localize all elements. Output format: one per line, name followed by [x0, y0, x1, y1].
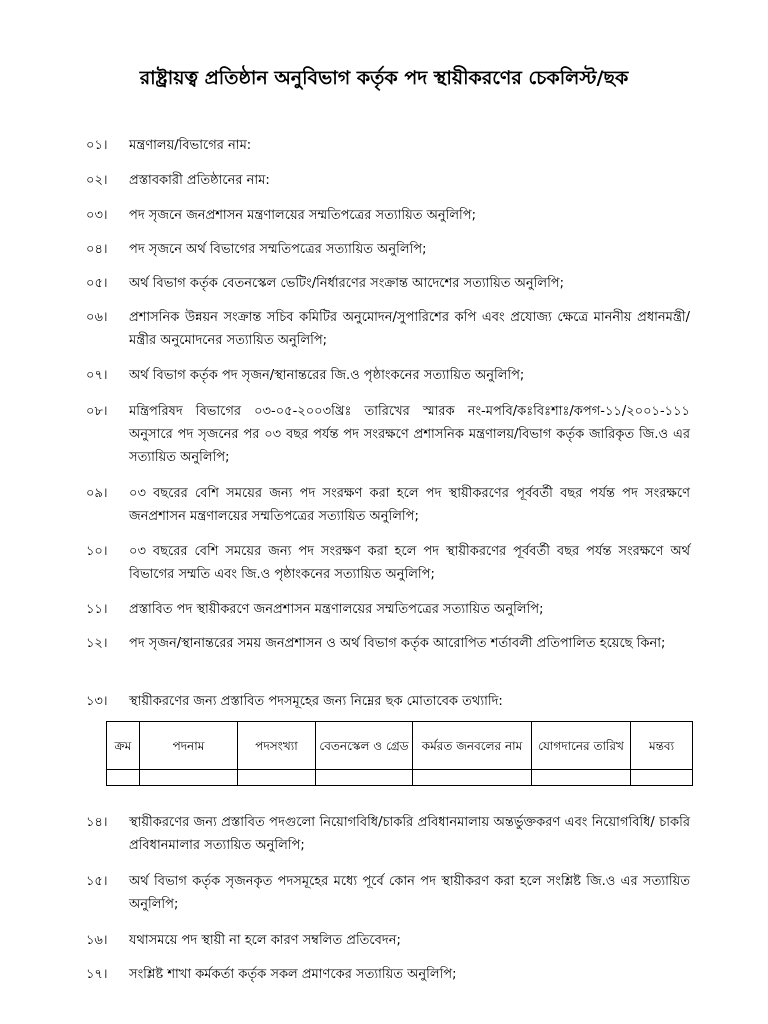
item-text: প্রস্তাবকারী প্রতিষ্ঠানের নাম:	[129, 173, 270, 188]
checklist-item-10	[86, 540, 690, 586]
checklist-item-13	[86, 690, 690, 713]
item-number: ০৪।	[86, 242, 108, 257]
item-text: মন্ত্রিপরিষদ বিভাগের ০৩-০৫-২০০৩খ্রিঃ তারিখের স্মারক নং-মপবি/কঃবিঃশাঃ/কপগ-১১/২০০১-১১১ অনুসারে পদ সৃজনের পর ০৩ বছর পর্যন্ত পদ সংরক্ষণে প্রশাসনিক মন্ত্রণালয়/বিভাগ কর্তৃক জারিকৃত জি.ও এর সত্যায়িত অনুলিপি;	[129, 404, 690, 465]
item-number: ১০।	[86, 544, 108, 559]
checklist-item-14	[86, 811, 690, 857]
header-cell-post-count: পদসংখ্যা	[238, 722, 316, 770]
item-number: ০১।	[86, 138, 108, 153]
checklist-item-03	[86, 204, 690, 227]
item-number: ০২।	[86, 173, 108, 188]
item-text: পদ সৃজনে অর্থ বিভাগের সম্মতিপত্রের সত্যায়িত অনুলিপি;	[129, 242, 427, 257]
item-number: ০৮।	[86, 404, 108, 419]
checklist-item-06	[86, 306, 690, 352]
item-text: পদ সৃজনে জনপ্রশাসন মন্ত্রণালয়ের সম্মতিপত্রের সত্যায়িত অনুলিপি;	[129, 208, 476, 223]
header-cell-pay-scale-grade: বেতনস্কেল ও গ্রেড	[316, 722, 413, 770]
item-number: ০৭।	[86, 368, 108, 383]
header-cell-joining-date: যোগদানের তারিখ	[532, 722, 631, 770]
table-cell	[238, 770, 316, 786]
checklist-item-02	[86, 169, 690, 192]
item-text: প্রস্তাবিত পদ স্থায়ীকরণে জনপ্রশাসন মন্ত্রণালয়ের সম্মতিপত্রের সত্যায়িত অনুলিপি;	[129, 602, 544, 617]
checklist-item-17	[86, 963, 690, 986]
checklist-item-05	[86, 272, 690, 295]
header-cell-employee-name: কর্মরত জনবলের নাম	[413, 722, 532, 770]
item-text: মন্ত্রণালয়/বিভাগের নাম:	[129, 138, 252, 153]
table-cell	[631, 770, 693, 786]
table-header-row	[107, 722, 693, 770]
post-details-table	[106, 721, 693, 786]
item-number: ১৬।	[86, 933, 108, 948]
checklist-item-09	[86, 482, 690, 528]
checklist-item-16	[86, 929, 690, 952]
item-number: ১১।	[86, 602, 108, 617]
item-number: ০৫।	[86, 276, 108, 291]
table-cell	[140, 770, 238, 786]
checklist-item-01	[86, 134, 690, 157]
item-text: অর্থ বিভাগ কর্তৃক বেতনস্কেল ভেটিং/নির্ধারণের সংক্রান্ত আদেশের সত্যায়িত অনুলিপি;	[129, 276, 564, 291]
header-cell-post-name: পদনাম	[140, 722, 238, 770]
item-number: ১৪।	[86, 815, 108, 830]
item-text: পদ সৃজন/স্থানান্তরের সময় জনপ্রশাসন ও অর্থ বিভাগ কর্তৃক আরোপিত শর্তাবলী প্রতিপালিত হয়েছে কিনা;	[129, 636, 666, 651]
item-text: স্থায়ীকরণের জন্য প্রস্তাবিত পদগুলো নিয়োগবিধি/চাকরি প্রবিধানমালায় অন্তর্ভুক্তকরণ এবং নিয়োগবিধি/ চাকরি প্রবিধানমালার সত্যায়িত অনুলিপি;	[129, 815, 690, 853]
item-number: ১৫।	[86, 874, 108, 889]
item-text: ০৩ বছরের বেশি সময়ের জন্য পদ সংরক্ষণ করা হলে পদ স্থায়ীকরণের পূর্ববর্তী বছর পর্যন্ত সংরক্ষণে অর্থ বিভাগের সম্মতি এবং জি.ও পৃষ্ঠাংকনের সত্যায়িত অনুলিপি;	[129, 544, 690, 582]
table-cell	[316, 770, 413, 786]
item-number: ১৭।	[86, 967, 108, 982]
checklist-item-12	[86, 632, 690, 655]
checklist-item-08	[86, 400, 690, 469]
item-text: স্থায়ীকরণের জন্য প্রস্তাবিত পদসমূহের জন্য নিম্নের ছক মোতাবেক তথ্যাদি:	[129, 694, 503, 709]
item-text: প্রশাসনিক উন্নয়ন সংক্রান্ত সচিব কমিটির অনুমোদন/সুপারিশের কপি এবং প্রযোজ্য ক্ষেত্রে মাননীয় প্রধানমন্ত্রী/মন্ত্রীর অনুমোদনের সত্যায়িত অনুলিপি;	[129, 310, 690, 348]
item-text: সংশ্লিষ্ট শাখা কর্মকর্তা কর্তৃক সকল প্রমাণকের সত্যায়িত অনুলিপি;	[129, 967, 457, 982]
item-number: ০৯।	[86, 486, 108, 501]
item-number: ০৬।	[86, 310, 108, 325]
checklist-item-15	[86, 870, 690, 916]
item-text: অর্থ বিভাগ কর্তৃক সৃজনকৃত পদসমূহের মধ্যে পূর্বে কোন পদ স্থায়ীকরণ করা হলে সংশ্লিষ্ট জি.ও এর সত্যায়িত অনুলিপি;	[129, 874, 690, 912]
table-cell	[107, 770, 140, 786]
table-cell	[413, 770, 532, 786]
checklist-item-04	[86, 238, 690, 261]
checklist-item-11	[86, 598, 690, 621]
header-cell-serial: ক্রম	[107, 722, 140, 770]
table-row	[107, 770, 693, 786]
item-text: অর্থ বিভাগ কর্তৃক পদ সৃজন/স্থানান্তরের জি.ও পৃষ্ঠাংকনের সত্যায়িত অনুলিপি;	[129, 368, 525, 383]
item-text: যথাসময়ে পদ স্থায়ী না হলে কারণ সম্বলিত প্রতিবেদন;	[129, 933, 401, 948]
header-cell-remarks: মন্তব্য	[631, 722, 693, 770]
item-number: ০৩।	[86, 208, 108, 223]
table-cell	[532, 770, 631, 786]
item-number: ১২।	[86, 636, 108, 651]
item-number: ১৩।	[86, 694, 108, 709]
document-title: রাষ্ট্রায়ত্ব প্রতিষ্ঠান অনুবিভাগ কর্তৃক পদ স্থায়ীকরণের চেকলিস্ট/ছক	[139, 67, 629, 89]
item-text: ০৩ বছরের বেশি সময়ের জন্য পদ সংরক্ষণ করা হলে পদ স্থায়ীকরণের পূর্ববর্তী বছর পর্যন্ত পদ সংরক্ষণে জনপ্রশাসন মন্ত্রণালয়ের সম্মতিপত্রের সত্যায়িত অনুলিপি;	[129, 486, 690, 524]
checklist-item-07	[86, 364, 690, 387]
